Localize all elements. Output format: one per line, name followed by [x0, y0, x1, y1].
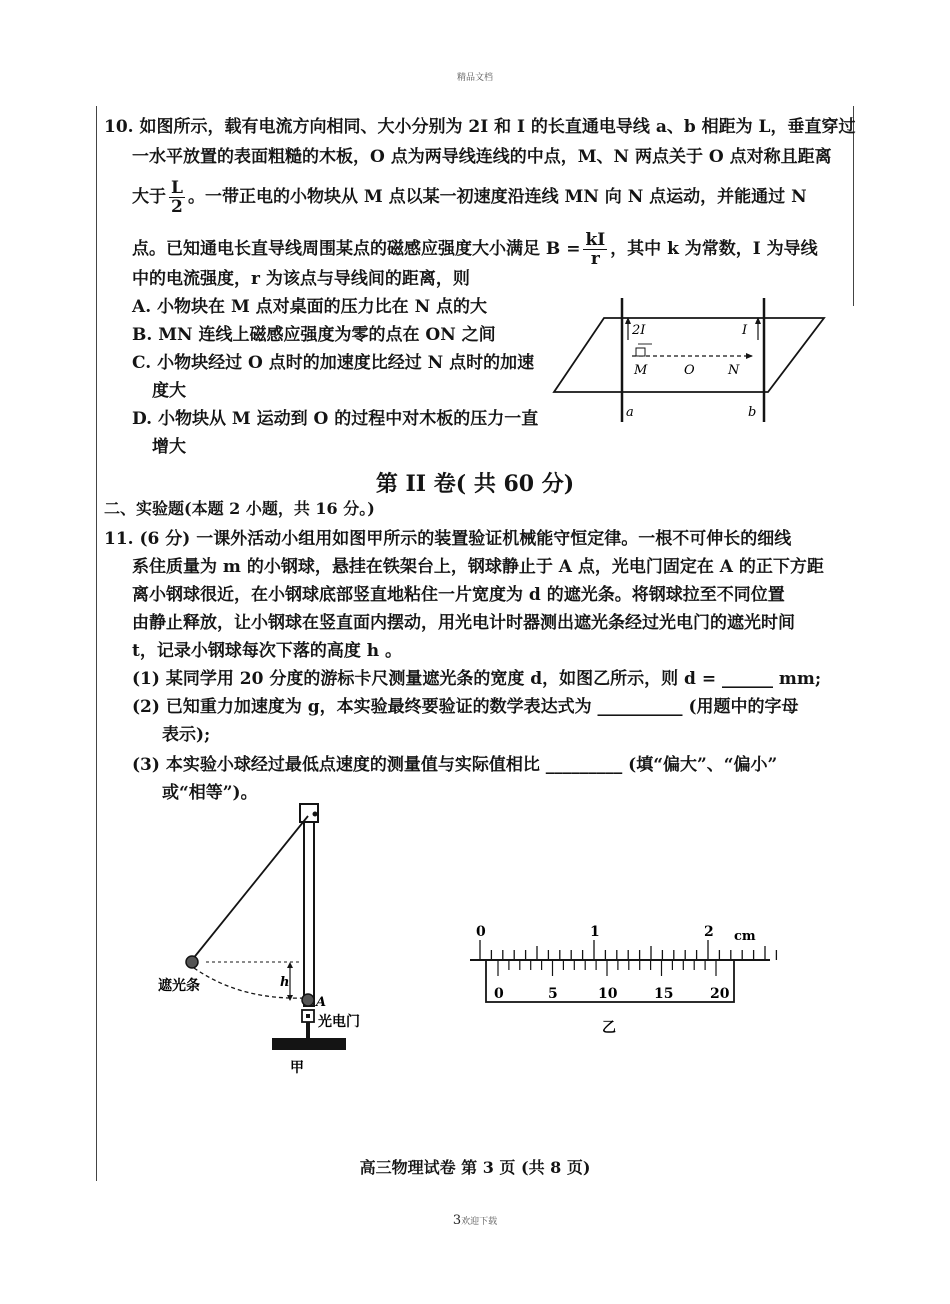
- main-scale-ticks: [480, 940, 776, 960]
- download-note: 欢迎下载: [461, 1217, 498, 1227]
- q10-line-1: 10. 如图所示，载有电流方向相同、大小分别为 2I 和 I 的长直通电导线 a、b 相距为 L，垂直穿过: [104, 117, 856, 137]
- q10-option-d: D. 小物块从 M 运动到 O 的过程中对木板的压力一直: [132, 409, 539, 429]
- vernier-scale-ticks: [498, 960, 716, 976]
- q10-figure: [552, 290, 832, 430]
- q11-sub-3: (3) 本实验小球经过最低点速度的测量值与实际值相比 _________ (填“偏大”、“偏小”: [132, 755, 778, 775]
- label-n: N: [728, 363, 740, 378]
- pivot: [313, 812, 318, 817]
- q11-sub-2-cont: 表示);: [162, 725, 211, 745]
- vernier-label-0: 0: [494, 986, 504, 1002]
- vernier-label-15: 15: [654, 986, 674, 1002]
- main-tick-label-1: 1: [590, 924, 600, 940]
- header-watermark: 精品文档: [456, 73, 493, 83]
- section-subtitle: 二、实验题(本题 2 小题，共 16 分。): [104, 499, 375, 518]
- label-a-point: A: [316, 995, 327, 1010]
- main-tick-label-0: 0: [476, 924, 486, 940]
- q10-option-b: B. MN 连线上磁感应强度为零的点在 ON 之间: [132, 325, 496, 345]
- q11-sub-2: (2) 已知重力加速度为 g，本实验最终要验证的数学表达式为 __________ (用题中的字母: [132, 697, 799, 717]
- q10-line-4-pre: 点。已知通电长直导线周围某点的磁感应强度大小满足 B =: [132, 239, 581, 259]
- label-b: b: [748, 405, 757, 420]
- q10-line-3-pre: 大于: [132, 187, 166, 207]
- block: [636, 348, 645, 356]
- caption-jia: 甲: [290, 1060, 304, 1076]
- q10-option-a: A. 小物块在 M 点对桌面的压力比在 N 点的大: [132, 297, 488, 317]
- label-photogate: 光电门: [318, 1014, 360, 1030]
- q11-line-1: 11. (6 分) 一课外活动小组用如图甲所示的装置验证机械能守恒定律。一根不可伸长的细线: [104, 529, 792, 549]
- left-border: [96, 106, 97, 1181]
- q10-option-c-cont: 度大: [152, 381, 186, 401]
- page-info: 高三物理试卷 第 3 页 (共 8 页): [359, 1158, 591, 1177]
- h-arrow-top: [287, 962, 293, 968]
- q10-option-c: C. 小物块经过 O 点时的加速度比经过 N 点时的加速: [132, 353, 535, 373]
- q10-line-2: 一水平放置的表面粗糙的木板，O 点为两导线连线的中点，M、N 两点关于 O 点对称且距离: [132, 147, 832, 167]
- board-plane: [554, 318, 824, 392]
- q10-line-5: 中的电流强度，r 为该点与导线间的距离，则: [132, 269, 470, 289]
- q11-sub-3-cont: 或“相等”)。: [162, 783, 258, 803]
- q11-line-2: 系住质量为 m 的小钢球，悬挂在铁架台上，钢球静止于 A 点，光电门固定在 A 的正下方距: [132, 557, 824, 577]
- stand-base: [272, 1038, 346, 1050]
- frac-denominator: 2: [171, 197, 183, 217]
- label-2i: 2I: [632, 323, 646, 338]
- footer: [0, 1213, 950, 1228]
- caption-yi: 乙: [602, 1020, 616, 1036]
- q10-line-3: [132, 174, 807, 220]
- fraction-ki-over-r: [583, 231, 607, 268]
- arrow-mn-head: [746, 353, 753, 359]
- page-number: 3: [452, 1213, 462, 1228]
- label-m: M: [634, 363, 648, 378]
- main-tick-label-2: 2: [704, 924, 714, 940]
- label-o: O: [684, 363, 695, 378]
- fig-jia-apparatus: [150, 800, 370, 1080]
- unit-cm: cm: [734, 929, 756, 944]
- q11-line-3: 离小钢球很近，在小钢球底部竖直地粘住一片宽度为 d 的遮光条。将钢球拉至不同位置: [132, 585, 785, 605]
- section-title: 第 II 卷( 共 60 分): [375, 471, 575, 497]
- q11-line-4: 由静止释放，让小钢球在竖直面内摆动，用光电计时器测出遮光条经过光电门的遮光时间: [132, 613, 795, 633]
- vernier-label-5: 5: [548, 986, 558, 1002]
- stand-pole: [304, 808, 314, 1006]
- q10-line-4-post: ，其中 k 为常数，I 为导线: [610, 239, 818, 259]
- label-i: I: [742, 323, 748, 338]
- stand-lower-pole: [306, 1022, 310, 1038]
- vernier-label-20: 20: [710, 986, 730, 1002]
- frac-numerator: kI: [585, 230, 606, 250]
- q10-line-3-post: 。一带正电的小物块从 M 点以某一初速度沿连线 MN 向 N 点运动，并能通过 N: [187, 187, 807, 207]
- q11-sub-1: (1) 某同学用 20 分度的游标卡尺测量遮光条的宽度 d，如图乙所示，则 d = ______ mm;: [132, 669, 822, 689]
- q10-option-d-cont: 增大: [152, 437, 186, 457]
- pendulum-string: [192, 816, 308, 960]
- steel-ball-rest: [302, 994, 314, 1006]
- vernier-label-10: 10: [598, 986, 618, 1002]
- frac-numerator: L: [171, 178, 183, 198]
- label-strip: 遮光条: [158, 978, 200, 994]
- q10-line-4: [132, 226, 818, 272]
- photogate-sensor: [306, 1014, 310, 1018]
- steel-ball-raised: [186, 956, 198, 968]
- label-a: a: [626, 405, 634, 420]
- label-h: h: [280, 975, 290, 990]
- frac-denominator: r: [590, 249, 600, 269]
- fig-yi-vernier: [470, 918, 780, 1038]
- fraction-l-over-2: [169, 179, 185, 216]
- q11-line-5: t，记录小钢球每次下落的高度 h 。: [132, 641, 403, 661]
